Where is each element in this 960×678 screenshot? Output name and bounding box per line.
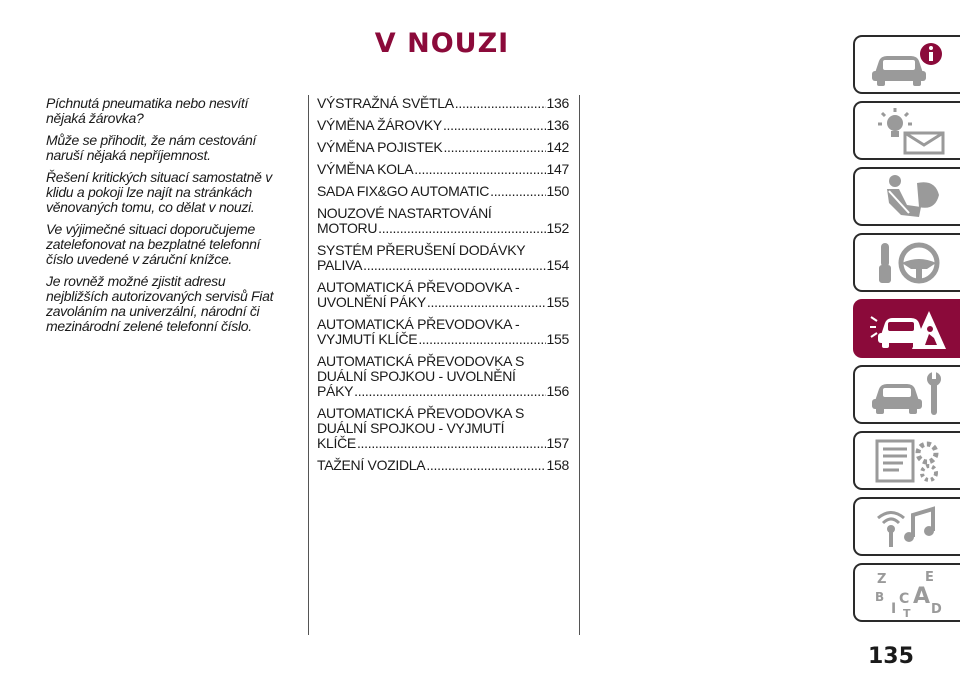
toc-dot-leader — [378, 221, 545, 236]
toc-entry-line: DUÁLNÍ SPOJKOU - UVOLNĚNÍ — [317, 368, 516, 384]
specifications-gear-icon — [869, 437, 947, 485]
toc-page-number: 142 — [546, 139, 569, 155]
tab-car-info[interactable] — [853, 35, 960, 94]
intro-text — [46, 96, 286, 341]
tab-starting-driving[interactable] — [853, 233, 960, 292]
toc-entry-title: MOTORU — [317, 220, 378, 236]
svg-text:C: C — [898, 590, 909, 607]
toc-entry-leader — [317, 96, 569, 111]
svg-text:B: B — [874, 589, 884, 604]
toc-entry-title: PALIVA — [317, 257, 363, 273]
toc-entry[interactable] — [317, 162, 569, 177]
warning-lights-mail-icon — [869, 107, 947, 155]
toc-dot-leader — [455, 96, 546, 111]
toc-dot-leader — [418, 332, 545, 347]
toc-entry[interactable] — [317, 118, 569, 133]
toc-entry-line: DUÁLNÍ SPOJKOU - VYJMUTÍ — [317, 420, 505, 436]
svg-text:A: A — [912, 583, 930, 609]
toc-entry[interactable] — [317, 96, 569, 111]
toc-dot-leader — [414, 162, 545, 177]
toc-entry-leader — [317, 162, 569, 177]
toc-entry[interactable] — [317, 280, 569, 310]
multimedia-music-icon — [869, 503, 947, 551]
toc-entry-leader — [317, 140, 569, 155]
car-emergency-icon — [869, 305, 947, 353]
tab-multimedia[interactable] — [853, 497, 960, 556]
tab-safety[interactable] — [853, 167, 960, 226]
tab-technical-data[interactable] — [853, 431, 960, 490]
toc-page-number: 136 — [546, 117, 569, 133]
toc-entry-leader — [317, 184, 569, 199]
intro-paragraph: Řešení kritických situací samostatně v klidu a pokoji lze najít na stránkách věnovaných tomu, co dělat v nouzi. — [46, 169, 272, 215]
toc-entry-leader — [317, 384, 569, 399]
toc-entry-line: AUTOMATICKÁ PŘEVODOVKA - — [317, 316, 520, 332]
toc-dot-leader — [363, 258, 545, 273]
toc-entry-title: SADA FIX&GO AUTOMATIC — [317, 183, 490, 199]
toc-page-number: 155 — [546, 331, 569, 347]
toc-page-number: 156 — [546, 383, 569, 399]
svg-text:E: E — [924, 569, 934, 585]
toc-page-number: 152 — [546, 220, 569, 236]
svg-text:Z: Z — [876, 571, 886, 587]
toc-entry-title: VÝMĚNA KOLA — [317, 161, 414, 177]
toc-page-number: 158 — [546, 457, 569, 473]
svg-text:I: I — [890, 600, 896, 617]
chapter-title: V NOUZI — [374, 28, 510, 59]
toc-entry-line: AUTOMATICKÁ PŘEVODOVKA S — [317, 353, 524, 369]
toc-entry-title: VYJMUTÍ KLÍČE — [317, 331, 418, 347]
toc-entry-leader — [317, 458, 569, 473]
toc-entry-title: KLÍČE — [317, 435, 356, 451]
svg-text:D: D — [930, 601, 942, 617]
toc-entry-title: VÝMĚNA ŽÁROVKY — [317, 117, 442, 133]
toc-page-number: 155 — [546, 294, 569, 310]
toc-entry-leader — [317, 221, 569, 236]
key-steering-wheel-icon — [869, 239, 947, 287]
svg-text:T: T — [902, 606, 911, 617]
toc-dot-leader — [426, 458, 545, 473]
toc-entry-line: AUTOMATICKÁ PŘEVODOVKA - — [317, 279, 520, 295]
toc-dot-leader — [490, 184, 545, 199]
toc-dot-leader — [443, 140, 545, 155]
column-divider-right — [579, 95, 580, 635]
toc-entry-title: PÁKY — [317, 383, 354, 399]
tab-maintenance[interactable] — [853, 365, 960, 424]
page-number: 135 — [868, 644, 914, 669]
toc-entry[interactable] — [317, 140, 569, 155]
toc-page-number: 157 — [546, 435, 569, 451]
toc-entry-title: VÝMĚNA POJISTEK — [317, 139, 443, 155]
toc-dot-leader — [357, 436, 546, 451]
toc-entry-title: TAŽENÍ VOZIDLA — [317, 457, 426, 473]
toc-entry-leader — [317, 436, 569, 451]
toc-entry-leader — [317, 295, 569, 310]
table-of-contents — [317, 96, 569, 480]
tab-warning-lights[interactable] — [853, 101, 960, 160]
tab-in-emergency[interactable] — [853, 299, 960, 358]
toc-entry-title: VÝSTRAŽNÁ SVĚTLA — [317, 95, 454, 111]
toc-entry[interactable] — [317, 354, 569, 399]
toc-entry[interactable] — [317, 317, 569, 347]
car-info-icon — [869, 41, 947, 89]
toc-entry[interactable] — [317, 406, 569, 451]
toc-page-number: 154 — [546, 257, 569, 273]
toc-entry-line: AUTOMATICKÁ PŘEVODOVKA S — [317, 405, 524, 421]
toc-dot-leader — [427, 295, 546, 310]
tab-index[interactable] — [853, 563, 960, 622]
toc-page-number: 147 — [546, 161, 569, 177]
toc-entry[interactable] — [317, 458, 569, 473]
intro-paragraph: Je rovněž možné zjistit adresu nejbližších autorizovaných servisů Fiat zavoláním na univerzální, národní či mezinárodní zelené telefonní číslo. — [46, 273, 274, 334]
index-letters-icon — [869, 569, 947, 617]
seat-airbag-icon — [869, 173, 947, 221]
toc-entry-line: SYSTÉM PŘERUŠENÍ DODÁVKY — [317, 242, 526, 258]
toc-entry[interactable] — [317, 206, 569, 236]
toc-entry[interactable] — [317, 184, 569, 199]
toc-dot-leader — [354, 384, 545, 399]
toc-entry-line: NOUZOVÉ NASTARTOVÁNÍ — [317, 205, 492, 221]
intro-paragraph: Ve výjimečné situaci doporučujeme zatelefonovat na bezplatné telefonní číslo uvedené v záruční knížce. — [46, 221, 261, 267]
toc-entry-leader — [317, 118, 569, 133]
toc-page-number: 150 — [546, 183, 569, 199]
toc-page-number: 136 — [546, 95, 569, 111]
toc-entry-leader — [317, 258, 569, 273]
toc-entry-leader — [317, 332, 569, 347]
intro-paragraph: Píchnutá pneumatika nebo nesvítí nějaká žárovka? — [46, 95, 249, 126]
intro-paragraph: Může se přihodit, že nám cestování naruší nějaká nepříjemnost. — [46, 132, 257, 163]
toc-entry[interactable] — [317, 243, 569, 273]
column-divider-left — [308, 95, 309, 635]
toc-dot-leader — [443, 118, 546, 133]
car-wrench-icon — [869, 371, 947, 419]
toc-entry-title: UVOLNĚNÍ PÁKY — [317, 294, 426, 310]
